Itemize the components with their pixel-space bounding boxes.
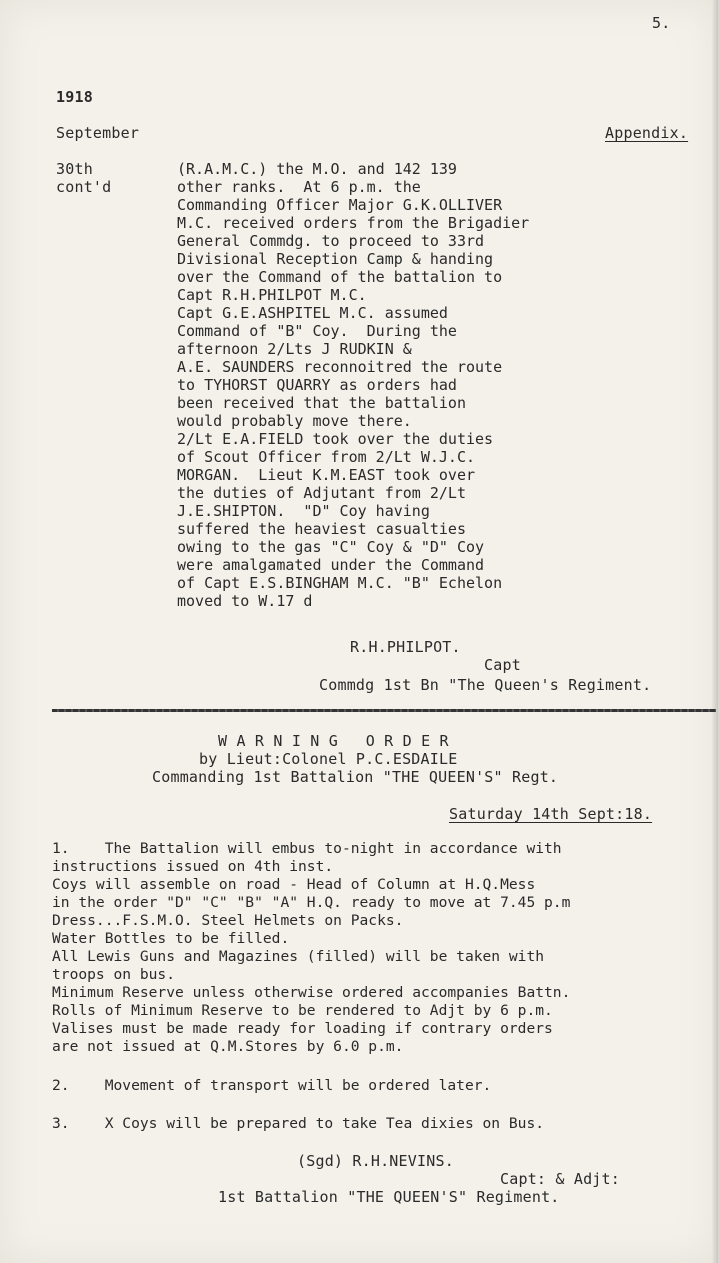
diary-line: other ranks. At 6 p.m. the	[177, 178, 421, 196]
diary-line: A.E. SAUNDERS reconnoitred the route	[177, 358, 503, 376]
diary-line: J.E.SHIPTON. "D" Coy having	[177, 502, 430, 520]
order-signed-unit: 1st Battalion "THE QUEEN'S" Regiment.	[218, 1188, 560, 1206]
order-line: Valises must be made ready for loading if contrary orders	[52, 1020, 553, 1037]
year: 1918	[56, 88, 93, 106]
month: September	[56, 124, 140, 142]
diary-line: been received that the battalion	[177, 394, 466, 412]
order-line: Water Bottles to be filled.	[52, 930, 290, 947]
signature-title: Commdg 1st Bn "The Queen's Regiment.	[319, 676, 652, 694]
entry-date-continued: cont'd	[56, 178, 112, 196]
diary-line: afternoon 2/Lts J RUDKIN &	[177, 340, 412, 358]
order-line: 1. The Battalion will embus to-night in accordance with	[52, 840, 562, 857]
page-edge	[712, 0, 718, 1263]
diary-line: of Capt E.S.BINGHAM M.C. "B" Echelon	[177, 574, 503, 592]
signature-rank: Capt	[484, 656, 521, 674]
order-line: All Lewis Guns and Magazines (filled) will be taken with	[52, 948, 545, 965]
diary-line: to TYHORST QUARRY as orders had	[177, 376, 457, 394]
diary-line: the duties of Adjutant from 2/Lt	[177, 484, 466, 502]
order-line: Coys will assemble on road - Head of Column at H.Q.Mess	[52, 876, 536, 893]
entry-date: 30th	[56, 160, 93, 178]
order-line: instructions issued on 4th inst.	[52, 858, 334, 875]
order-line: are not issued at Q.M.Stores by 6.0 p.m.	[52, 1038, 404, 1055]
diary-line: Commanding Officer Major G.K.OLLIVER	[177, 196, 503, 214]
diary-line: 2/Lt E.A.FIELD took over the duties	[177, 430, 494, 448]
section-divider	[52, 709, 716, 712]
diary-line: suffered the heaviest casualties	[177, 520, 466, 538]
diary-line: Command of "B" Coy. During the	[177, 322, 457, 340]
diary-line: Capt R.H.PHILPOT M.C.	[177, 286, 367, 304]
order-paragraph-2: 2. Movement of transport will be ordered later.	[52, 1077, 492, 1094]
warning-order-date: Saturday 14th Sept:18.	[449, 805, 653, 823]
page-number: 5.	[652, 14, 671, 32]
diary-line: were amalgamated under the Command	[177, 556, 485, 574]
diary-line: of Scout Officer from 2/Lt W.J.C.	[177, 448, 476, 466]
order-signed: (Sgd) R.H.NEVINS.	[297, 1152, 454, 1170]
diary-line: would probably move there.	[177, 412, 412, 430]
diary-line: General Commdg. to proceed to 33rd	[177, 232, 485, 250]
warning-order-title: W A R N I N G O R D E R	[218, 732, 449, 750]
appendix-label: Appendix.	[605, 124, 689, 142]
warning-order-by: by Lieut:Colonel P.C.ESDAILE	[199, 750, 458, 768]
order-paragraph-3: 3. X Coys will be prepared to take Tea dixies on Bus.	[52, 1115, 545, 1132]
diary-line: Capt G.E.ASHPITEL M.C. assumed	[177, 304, 448, 322]
diary-line: over the Command of the battalion to	[177, 268, 503, 286]
order-signed-rank: Capt: & Adjt:	[500, 1170, 620, 1188]
diary-line: MORGAN. Lieut K.M.EAST took over	[177, 466, 476, 484]
order-line: Dress...F.S.M.O. Steel Helmets on Packs.	[52, 912, 404, 929]
diary-line: (R.A.M.C.) the M.O. and 142 139	[177, 160, 457, 178]
order-line: in the order "D" "C" "B" "A" H.Q. ready to move at 7.45 p.m	[52, 894, 571, 911]
order-line: troops on bus.	[52, 966, 176, 983]
diary-line: owing to the gas "C" Coy & "D" Coy	[177, 538, 485, 556]
diary-line: M.C. received orders from the Brigadier	[177, 214, 530, 232]
diary-line: Divisional Reception Camp & handing	[177, 250, 494, 268]
diary-line: moved to W.17 d	[177, 592, 313, 610]
order-line: Minimum Reserve unless otherwise ordered accompanies Battn.	[52, 984, 571, 1001]
warning-order-commanding: Commanding 1st Battalion "THE QUEEN'S" Regt.	[152, 768, 559, 786]
order-line: Rolls of Minimum Reserve to be rendered to Adjt by 6 p.m.	[52, 1002, 553, 1019]
signature-name: R.H.PHILPOT.	[350, 638, 461, 656]
